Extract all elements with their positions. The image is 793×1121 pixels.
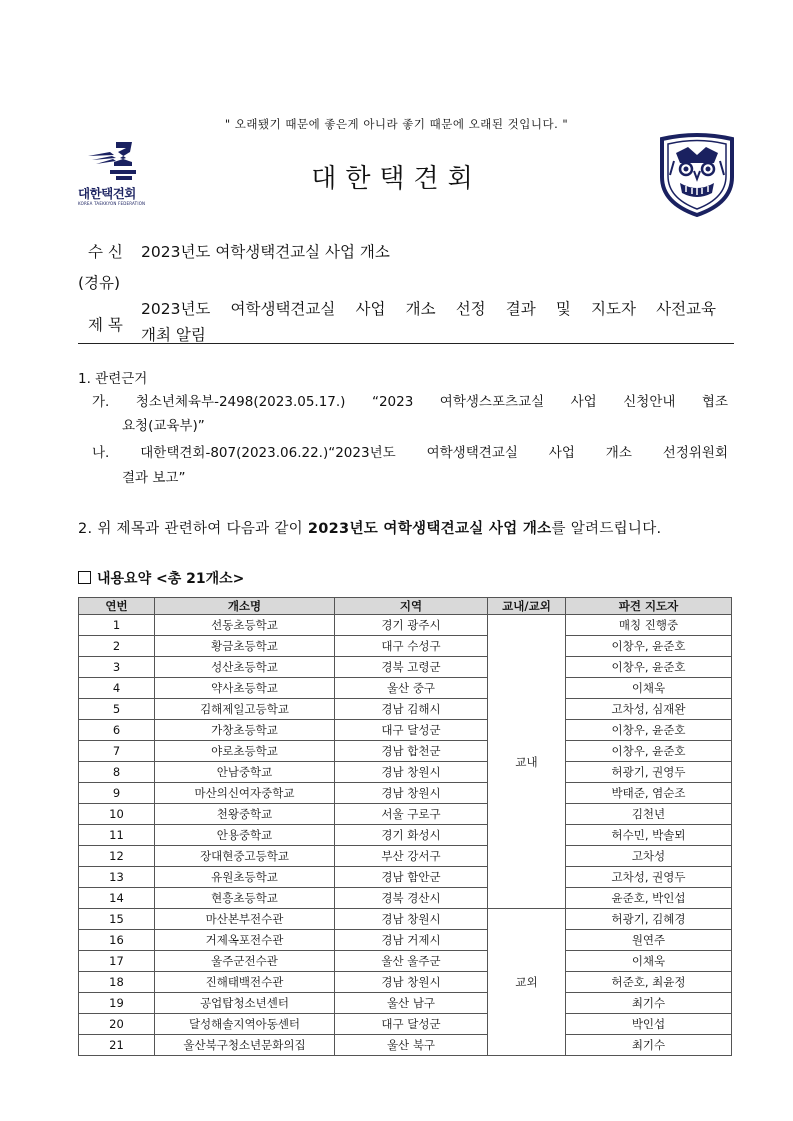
row-instructor: 윤준호, 박인섭 [566, 888, 732, 909]
row-region: 경기 광주시 [335, 615, 488, 636]
item1-b-line1: 나. 대한택견회-807(2023.06.22.)“2023년도 여학생택견교실 사업 개소 선정위원회 [92, 445, 728, 461]
item1-b-line2: 결과 보고” [122, 470, 186, 486]
row-no: 6 [79, 720, 155, 741]
table-row [79, 636, 732, 657]
row-region: 경남 창원시 [335, 762, 488, 783]
table-row [79, 762, 732, 783]
item2-pre: 2. 위 제목과 관련하여 다음과 같이 [78, 521, 308, 537]
row-instructor: 이창우, 윤준호 [566, 720, 732, 741]
table-row [79, 888, 732, 909]
row-name: 마산본부전수관 [155, 909, 335, 930]
item1-a-line1: 가. 청소년체육부-2498(2023.05.17.) “2023 여학생스포츠교실 사업 신청안내 협조 [92, 394, 728, 410]
table-row [79, 993, 732, 1014]
row-region: 경남 창원시 [335, 909, 488, 930]
table-row [79, 804, 732, 825]
row-region: 경남 거제시 [335, 930, 488, 951]
row-name: 달성해솔지역아동센터 [155, 1014, 335, 1035]
row-no: 12 [79, 846, 155, 867]
mask-emblem-icon [654, 131, 740, 217]
col-header-name: 개소명 [155, 598, 335, 615]
row-name: 마산의신여자중학교 [155, 783, 335, 804]
row-region: 경남 함안군 [335, 867, 488, 888]
item2-bold: 2023년도 여학생택견교실 사업 개소 [307, 521, 552, 537]
row-name: 장대현중고등학교 [155, 846, 335, 867]
row-region: 경남 합천군 [335, 741, 488, 762]
row-no: 1 [79, 615, 155, 636]
row-name: 선동초등학교 [155, 615, 335, 636]
row-instructor: 이채욱 [566, 678, 732, 699]
table-row [79, 615, 732, 636]
subject-line-2: 개최 알림 [141, 326, 206, 344]
table-row [79, 657, 732, 678]
table-row [79, 678, 732, 699]
row-region: 대구 달성군 [335, 1014, 488, 1035]
row-name: 황금초등학교 [155, 636, 335, 657]
row-name: 가창초등학교 [155, 720, 335, 741]
row-name: 안남중학교 [155, 762, 335, 783]
summary-title [78, 568, 244, 588]
row-name: 천왕중학교 [155, 804, 335, 825]
row-instructor: 허광기, 김혜경 [566, 909, 732, 930]
table-row [79, 720, 732, 741]
row-instructor: 고차성 [566, 846, 732, 867]
table-header-row [79, 598, 732, 615]
motto: " 오래됐기 때문에 좋은게 아니라 좋기 때문에 오래된 것입니다. " [224, 117, 569, 131]
row-name: 울산북구청소년문화의집 [155, 1035, 335, 1056]
row-name: 야로초등학교 [155, 741, 335, 762]
table-row [79, 825, 732, 846]
square-bullet-icon [78, 571, 91, 584]
recipient-value: 2023년도 여학생택견교실 사업 개소 [141, 243, 390, 261]
row-region: 대구 수성구 [335, 636, 488, 657]
row-instructor: 박태준, 염순조 [566, 783, 732, 804]
row-name: 유원초등학교 [155, 867, 335, 888]
row-region: 경남 창원시 [335, 783, 488, 804]
row-no: 19 [79, 993, 155, 1014]
row-region: 경기 화성시 [335, 825, 488, 846]
row-region: 울산 남구 [335, 993, 488, 1014]
row-region: 경남 창원시 [335, 972, 488, 993]
mask-emblem [654, 131, 740, 221]
row-no: 4 [79, 678, 155, 699]
row-name: 김해제일고등학교 [155, 699, 335, 720]
row-no: 5 [79, 699, 155, 720]
row-region: 경북 경산시 [335, 888, 488, 909]
row-no: 15 [79, 909, 155, 930]
row-instructor: 이창우, 윤준호 [566, 741, 732, 762]
table-row [79, 909, 732, 930]
table-row [79, 741, 732, 762]
logo-subtext: KOREA TAEKKYON FEDERATION [78, 201, 146, 206]
row-instructor: 최기수 [566, 1035, 732, 1056]
row-no: 13 [79, 867, 155, 888]
row-name: 진해태백전수관 [155, 972, 335, 993]
row-name: 거제옥포전수관 [155, 930, 335, 951]
row-no: 7 [79, 741, 155, 762]
row-name: 울주군전수관 [155, 951, 335, 972]
group-inside-cell: 교내 [488, 615, 566, 909]
item2-post: 를 알려드립니다. [551, 521, 662, 537]
row-no: 21 [79, 1035, 155, 1056]
item1-a-line2: 요청(교육부)” [122, 418, 205, 434]
row-name: 현흥초등학교 [155, 888, 335, 909]
recipient-label: 수 신 [88, 243, 123, 261]
table-row [79, 1014, 732, 1035]
row-no: 3 [79, 657, 155, 678]
logo-text: 대한택견회 [78, 186, 136, 201]
subject-label: 제 목 [88, 316, 123, 334]
row-instructor: 이채욱 [566, 951, 732, 972]
org-title: 대한택견회 [311, 164, 482, 194]
row-no: 16 [79, 930, 155, 951]
row-region: 경북 고령군 [335, 657, 488, 678]
row-instructor: 원연주 [566, 930, 732, 951]
table-row [79, 867, 732, 888]
row-region: 울산 울주군 [335, 951, 488, 972]
row-region: 서울 구로구 [335, 804, 488, 825]
row-instructor: 고차성, 심재완 [566, 699, 732, 720]
row-name: 성산초등학교 [155, 657, 335, 678]
row-no: 10 [79, 804, 155, 825]
row-instructor: 허수민, 박솔뫼 [566, 825, 732, 846]
row-no: 18 [79, 972, 155, 993]
row-instructor: 최기수 [566, 993, 732, 1014]
row-no: 20 [79, 1014, 155, 1035]
row-instructor: 고차성, 권영두 [566, 867, 732, 888]
table-row [79, 972, 732, 993]
row-name: 약사초등학교 [155, 678, 335, 699]
row-region: 부산 강서구 [335, 846, 488, 867]
row-no: 9 [79, 783, 155, 804]
row-name: 공업탑청소년센터 [155, 993, 335, 1014]
row-instructor: 김천년 [566, 804, 732, 825]
row-no: 14 [79, 888, 155, 909]
header-divider [78, 343, 734, 344]
row-region: 경남 김해시 [335, 699, 488, 720]
row-no: 2 [79, 636, 155, 657]
col-header-instructor: 파견 지도자 [566, 598, 732, 615]
via-label: (경유) [78, 274, 121, 292]
col-header-region: 지역 [335, 598, 488, 615]
subject-line-1: 2023년도 여학생택견교실 사업 개소 선정 결과 및 지도자 사전교육 [141, 300, 716, 318]
row-region: 울산 북구 [335, 1035, 488, 1056]
row-no: 11 [79, 825, 155, 846]
table-row [79, 846, 732, 867]
summary-table [78, 597, 732, 1056]
item1-title: 1. 관련근거 [78, 371, 148, 387]
summary-title-text: 내용요약 <총 21개소> [97, 571, 245, 587]
table-row [79, 1035, 732, 1056]
row-region: 울산 중구 [335, 678, 488, 699]
table-row [79, 951, 732, 972]
row-name: 안용중학교 [155, 825, 335, 846]
col-header-no: 연번 [79, 598, 155, 615]
table-row [79, 930, 732, 951]
row-instructor: 허준호, 최윤정 [566, 972, 732, 993]
row-instructor: 매칭 진행중 [566, 615, 732, 636]
row-region: 대구 달성군 [335, 720, 488, 741]
row-instructor: 허광기, 권영두 [566, 762, 732, 783]
group-outside-cell: 교외 [488, 909, 566, 1056]
col-header-type: 교내/교외 [488, 598, 566, 615]
table-row [79, 783, 732, 804]
row-instructor: 박인섭 [566, 1014, 732, 1035]
row-no: 17 [79, 951, 155, 972]
row-instructor: 이창우, 윤준호 [566, 657, 732, 678]
row-instructor: 이창우, 윤준호 [566, 636, 732, 657]
table-row [79, 699, 732, 720]
row-no: 8 [79, 762, 155, 783]
item2 [78, 517, 661, 538]
